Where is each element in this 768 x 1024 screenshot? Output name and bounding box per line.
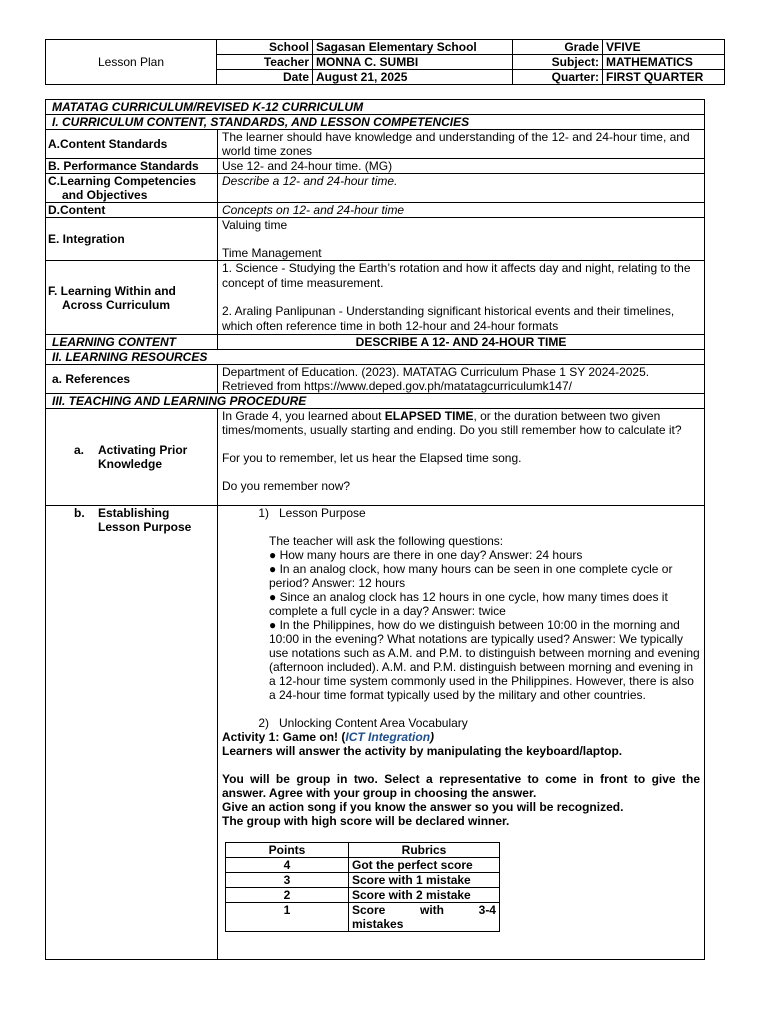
performance-standards-text: Use 12- and 24-hour time. (MG) <box>218 159 705 174</box>
learning-content-text: DESCRIBE A 12- AND 24-HOUR TIME <box>218 335 705 350</box>
content-row <box>46 203 705 218</box>
group-instruction-1: You will be group in two. Select a representative to come in front to give the answer. Agree with your group in choosing the answer. <box>222 772 701 800</box>
rubric-last-line2: mistakes <box>352 917 404 931</box>
integration-line2: Time Management <box>222 246 322 260</box>
rubric-desc: Score with 2 mistake <box>349 888 500 903</box>
date-label: Date <box>217 70 313 85</box>
learning-within-cell <box>218 261 705 335</box>
integration-row <box>46 218 705 261</box>
header-table <box>45 39 725 85</box>
rubric-last-word2: with <box>420 903 444 917</box>
rubric-header-rubrics: Rubrics <box>349 843 500 858</box>
rubric-table <box>225 842 500 932</box>
rubric-header-row <box>226 843 500 858</box>
establishing-num: b. <box>74 506 85 520</box>
rubric-row <box>226 858 500 873</box>
school-value: Sagasan Elementary School <box>313 40 513 55</box>
learning-within-row <box>46 261 705 335</box>
learning-within-label <box>46 261 218 335</box>
date-value: August 21, 2025 <box>313 70 513 85</box>
rubric-row <box>226 888 500 903</box>
subject-value: MATHEMATICS <box>603 55 725 70</box>
rubric-desc <box>349 903 500 932</box>
establishing-row <box>46 506 705 960</box>
teacher-value: MONNA C. SUMBI <box>313 55 513 70</box>
lesson-plan-table <box>45 99 705 960</box>
activity-title <box>222 730 700 744</box>
rubric-points: 1 <box>226 903 349 932</box>
references-label: a. References <box>46 365 218 394</box>
section-2-title: II. LEARNING RESOURCES <box>46 350 705 365</box>
performance-standards-row <box>46 159 705 174</box>
quarter-label: Quarter: <box>513 70 603 85</box>
elapsed-time-term: ELAPSED TIME <box>384 409 474 423</box>
item2-title: Unlocking Content Area Vocabulary <box>279 716 468 730</box>
activating-p1-post: , or the duration between two given times/moments, usually starting and ending. Do you still remember how to calculate it? <box>222 409 682 437</box>
establishing-label-line1: Establishing <box>98 506 170 520</box>
curriculum-title: MATATAG CURRICULUM/REVISED K-12 CURRICULUM <box>46 100 705 115</box>
rubric-last-word1: Score <box>352 903 386 917</box>
activating-p2: For you to remember, let us hear the Elapsed time song. <box>222 451 522 465</box>
vocabulary-heading <box>258 716 700 730</box>
competencies-label-line2: and Objectives <box>62 188 148 202</box>
activating-p3: Do you remember now? <box>222 479 351 493</box>
content-label: D.Content <box>46 203 218 218</box>
lesson-purpose-heading <box>258 506 700 520</box>
competencies-text: Describe a 12- and 24-hour time. <box>218 174 705 203</box>
activating-label-line1: Activating Prior <box>98 443 188 457</box>
rubric-desc: Score with 1 mistake <box>349 873 500 888</box>
question-3: ● Since an analog clock has 12 hours in one cycle, how many times does it complete a full cycle in a day? Answer: twice <box>269 590 668 618</box>
content-standards-row <box>46 130 705 159</box>
references-text: Department of Education. (2023). MATATAG Curriculum Phase 1 SY 2024-2025. Retrieved from https://www.deped.gov.ph/matatagcurriculumk147/ <box>218 365 705 394</box>
rubric-points: 4 <box>226 858 349 873</box>
subject-label: Subject: <box>513 55 603 70</box>
competencies-row <box>46 174 705 203</box>
activating-label <box>46 409 218 506</box>
rubric-points: 3 <box>226 873 349 888</box>
learning-within-item2: 2. Araling Panlipunan - Understanding significant historical events and their timelines, which often reference time in both 12-hour and 24-hour formats <box>222 304 675 333</box>
activating-cell <box>218 409 705 506</box>
group-instruction-2: Give an action song if you know the answer so you will be recognized. <box>222 800 624 814</box>
integration-cell <box>218 218 705 261</box>
grade-value: VFIVE <box>603 40 725 55</box>
learning-within-label-line1: F. Learning Within and <box>48 283 176 298</box>
rubric-row <box>226 903 500 932</box>
ict-integration-label: ICT Integration <box>345 730 431 744</box>
establishing-label-line2: Lesson Purpose <box>98 520 192 534</box>
questions-intro: The teacher will ask the following questions: <box>269 534 504 548</box>
references-row <box>46 365 705 394</box>
competencies-label-line1: C.Learning Competencies <box>48 174 197 188</box>
learning-content-row <box>46 335 705 350</box>
content-standards-text: The learner should have knowledge and understanding of the 12- and 24-hour time, and world time zones <box>218 130 705 159</box>
activity-instruction: Learners will answer the activity by manipulating the keyboard/laptop. <box>222 744 623 758</box>
establishing-label <box>46 506 218 960</box>
question-2: ● In an analog clock, how many hours can be seen in one complete cycle or period? Answer: 12 hours <box>269 562 673 590</box>
section-1-title: I. CURRICULUM CONTENT, STANDARDS, AND LESSON COMPETENCIES <box>46 115 705 130</box>
teacher-label: Teacher <box>217 55 313 70</box>
performance-standards-label: B. Performance Standards <box>46 159 218 174</box>
rubric-last-word3: 3-4 <box>478 903 496 917</box>
activity-title-pre: Activity 1: Game on! ( <box>222 730 346 744</box>
lesson-plan-title: Lesson Plan <box>46 40 217 85</box>
item1-num: 1) <box>258 506 269 520</box>
content-text: Concepts on 12- and 24-hour time <box>218 203 705 218</box>
establishing-cell <box>218 506 705 960</box>
activating-row <box>46 409 705 506</box>
activating-label-line2: Knowledge <box>98 457 163 471</box>
integration-line1: Valuing time <box>222 218 288 232</box>
quarter-value: FIRST QUARTER <box>603 70 725 85</box>
activating-p1-pre: In Grade 4, you learned about <box>222 409 385 423</box>
activity-title-post: ) <box>430 730 435 744</box>
learning-within-item1: 1. Science - Studying the Earth’s rotation and how it affects day and night, relating to the concept of time measurement. <box>222 261 691 290</box>
item1-title: Lesson Purpose <box>279 506 366 520</box>
school-label: School <box>217 40 313 55</box>
question-1: ● How many hours are there in one day? Answer: 24 hours <box>269 548 583 562</box>
question-4: ● In the Philippines, how do we distinguish between 10:00 in the morning and 10:00 in the evening? What notations are typically used? Answer: We typically use notations such as A.M. and P.M. to distinguish between morning and evening (afternoon included). A.M. and P.M. distinguish between morning and evening in a 12-hour time system commonly used in the Philippines. However, there is also a 24-hour time format typically used by the military and other countries. <box>269 618 700 702</box>
content-standards-label: A.Content Standards <box>46 130 218 159</box>
item2-num: 2) <box>258 716 269 730</box>
section-3-title: III. TEACHING AND LEARNING PROCEDURE <box>46 394 705 409</box>
learning-content-label: LEARNING CONTENT <box>46 335 218 350</box>
group-instruction-3: The group with high score will be declared winner. <box>222 814 510 828</box>
grade-label: Grade <box>513 40 603 55</box>
rubric-desc: Got the perfect score <box>349 858 500 873</box>
learning-within-label-line2: Across Curriculum <box>62 297 171 312</box>
rubric-points: 2 <box>226 888 349 903</box>
competencies-label <box>46 174 218 203</box>
integration-label: E. Integration <box>46 218 218 261</box>
rubric-header-points: Points <box>226 843 349 858</box>
activating-p1 <box>222 409 700 437</box>
rubric-row <box>226 873 500 888</box>
activating-num: a. <box>74 443 85 457</box>
